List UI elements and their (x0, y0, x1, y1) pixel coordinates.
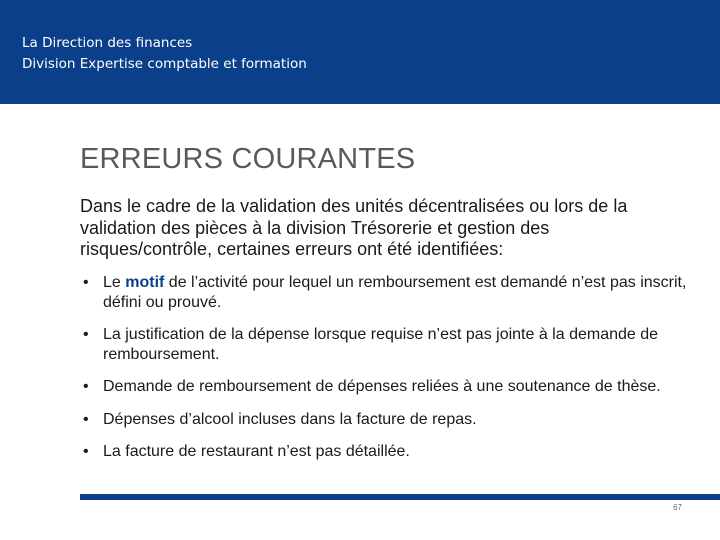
bullet-icon: • (83, 274, 89, 291)
bullet-icon: • (83, 326, 89, 343)
error-list (80, 273, 690, 475)
list-item-restaurant (80, 442, 690, 462)
bullet-text: Dépenses d’alcool incluses dans la facture de repas. (103, 410, 477, 428)
footer-rule (80, 494, 720, 500)
slide-title: ERREURS COURANTES (80, 143, 416, 175)
intro-paragraph: Dans le cadre de la validation des unités décentralisées ou lors de la validation des pièces à la division Trésorerie et gestion des risques/contrôle, certaines erreurs ont été identifiées: (80, 196, 628, 259)
page-number: 67 (673, 503, 682, 512)
list-item-justification (80, 325, 690, 364)
list-item-alcool (80, 410, 690, 430)
bullet-icon: • (83, 410, 89, 428)
list-item-soutenance (80, 377, 690, 397)
header-division: Division Expertise comptable et formation (22, 56, 307, 72)
bullet-text-after: de l’activité pour lequel un remboursement est demandé n’est pas inscrit, défini ou prouvé. (103, 274, 687, 311)
header-direction: La Direction des finances (22, 35, 193, 51)
bullet-icon: • (83, 443, 89, 460)
bullet-text: Demande de remboursement de dépenses reliées à une soutenance de thèse. (103, 378, 661, 395)
header-banner (0, 0, 720, 104)
bullet-icon: • (83, 378, 89, 395)
list-item-motif (80, 273, 690, 312)
bullet-text: La facture de restaurant n’est pas détaillée. (103, 443, 410, 460)
bullet-text: La justification de la dépense lorsque requise n’est pas jointe à la demande de remboursement. (103, 326, 659, 363)
bullet-text-before: Le (103, 274, 126, 291)
bullet-accent-word: motif (125, 274, 165, 291)
